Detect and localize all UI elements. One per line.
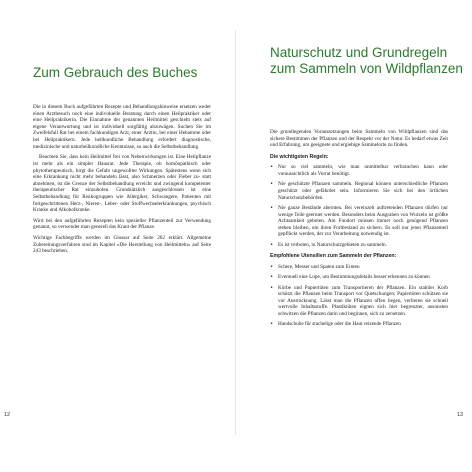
body-paragraph: Die in diesem Buch aufgeführten Rezepte und Behandlungshinweise ersetzen weder einen Arztbesuch noch eine individuelle Beratung durch einen Heilpraktiker oder eine Heilpraktikerin. Die Einnahme der genannten Heilmittel geschieht stets auf eigene Verantwortung und ist individuell sorgfältig abzuwägen. Suchen Sie im Zweifelsfall Rat bei einem fachkundigen Arzt, einer Ärztin, bei einer Hebamme oder bei Heilpraktikern. Jede heilkundliche Behandlung erfordert diagnostische, medizinische und naturheilkundliche Kenntnisse, so auch die Selbstbehandlung. [33,104,211,150]
list-item [270,164,448,177]
list-item-text: Handschuhe für stachelige oder die Haut reizende Pflanzen [278,321,401,328]
list-item-text: Eventuell eine Lupe, um Bestimmungsdetails besser erkennen zu können [278,274,430,281]
body-paragraph: Beachten Sie, dass kein Heilmittel frei von Nebenwirkungen ist. Eine Heilpflanze ist mehr als ein simpler Hausrat. Jede Therapie, ob homöopathisch oder phytotherapeutisch, birgt die Gefahr ungewollter Wirkungen. Spätestens wenn sich eine Erkrankung nicht mehr behandeln lässt, also Schmerzen oder Fieber zu- statt abnehmen, ist die Grenze der Selbstbehandlung erreicht und zwingend kompetenter therapeutischer Rat einzuholen. Grundsätzlich ausgeschlossen ist eine Selbstbehandlung für Risikogruppen wie Allergiker, Schwangere, Patienten mit fortgeschrittenen Herz-, Nieren-, Leber- oder Stoffwechselerkrankungen, psychisch Kranke und Alkoholkranke. [33,154,211,214]
list-item [270,285,448,318]
list-item [270,321,448,328]
bullet-icon: • [270,164,274,171]
list-item-text: Nie ganze Bestände abernten. Bei vereinzelt auftretenden Pflanzen dürfen nur wenige Teile geerntet werden. Besonders beim Ausgraben von Wurzeln ist größte Achtsamkeit geboten. Am Fundort müssen immer noch genügend Pflanzen stehen bleiben, um ihren Fortbestand zu sichern. Es soll nur jener Pflanzenteil gepflückt werden, der zur Verarbeitung notwendig ist. [278,204,448,238]
bullet-icon: • [270,321,274,328]
rules-list [270,164,448,248]
list-item-text: Körbe und Papiertüten zum Transportieren der Pflanzen. Ein stabiler Korb schützt die Pflanzen beim Transport vor Quetschungen; Papiertüten schützen sie vor Austrocknung. Lässt man die Pflanzen offen liegen, verlieren sie schnell wertvolle Inhaltsstoffe. Plastiktüten eignen sich hier begrenzter, ansonsten schwitzen die Pflanzen darin und beginnen, sich zu zersetzen. [278,284,448,318]
bullet-icon: • [270,274,274,281]
utensils-list [270,264,448,328]
right-page-title: Naturschutz und Grundregeln zum Sammeln von Wildpflanzen [270,45,463,76]
page-number: 13 [457,412,464,418]
left-page-title: Zum Gebrauch des Buches [33,65,198,80]
intro-paragraph: Die grundlegenden Voraussetzungen beim Sammeln von Wildpflanzen sind das sichere Bestimmen der Pflanzen und der Respekt vor der Natur. Es bedarf etwas Zeit und Erfahrung, um geeignete und ergiebige Sammelorte zu finden. [270,129,448,149]
list-item [270,205,448,238]
bullet-icon: • [270,204,274,211]
bullet-icon: • [270,241,274,248]
left-page [0,0,235,472]
list-item-text: Nur so viel sammeln, wie man unmittelbar verbrauchen kann oder voraussichtlich als Vorrat benötigt. [278,164,448,177]
utensils-heading: Empfohlene Utensilien zum Sammeln der Pflanzen: [270,253,397,260]
list-item-text: Schere, Messer und Spaten zum Ernten [278,263,360,270]
list-item [270,181,448,201]
body-paragraph: Wichtige Fachbegriffe werden im Glossar auf Seite 262 erklärt. Allgemeine Zubereitungsverfahren sind im Kapitel »Die Herstellung von Heilmitteln« auf Seite 243 beschrieben. [33,235,211,255]
right-page [236,0,472,472]
list-item-text: Es ist verboten, in Naturschutzgebieten zu sammeln. [278,241,387,248]
bullet-icon: • [270,181,274,188]
list-item-text: Nie geschützte Pflanzen sammeln. Regional können unterschiedliche Pflanzen geschützt oder gefährdet sein. Informieren Sie sich bei den örtlichen Naturschutzbehörden. [278,181,448,201]
bullet-icon: • [270,263,274,270]
list-item [270,264,448,271]
left-page-body [33,104,211,259]
body-paragraph: Wird bei den aufgeführten Rezepten kein spezieller Pflanzenteil zur Verwendung genannt, so verwendet man generell das Kraut der Pflanze. [33,217,211,231]
list-item [270,274,448,281]
rules-heading: Die wichtigsten Regeln: [270,153,329,160]
list-item [270,242,448,249]
page-number: 12 [4,412,11,418]
right-page-body [270,129,448,332]
bullet-icon: • [270,284,274,291]
